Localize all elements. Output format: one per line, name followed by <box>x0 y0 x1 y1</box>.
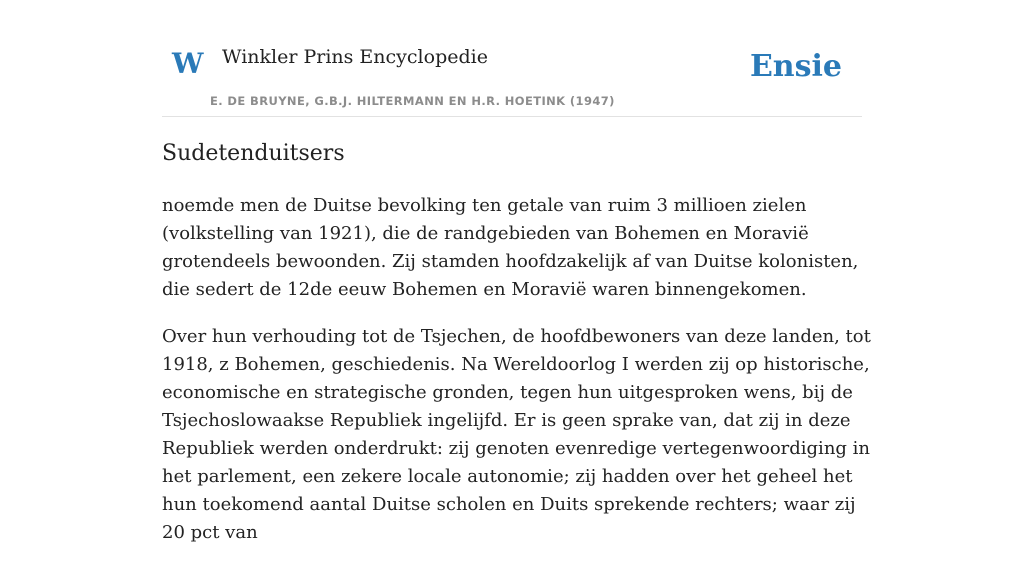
winkler-prins-logo[interactable]: W <box>172 47 204 80</box>
publication-title[interactable]: Winkler Prins Encyclopedie <box>222 46 488 68</box>
entry-title: Sudetenduitsers <box>162 141 345 166</box>
entry-paragraph: Over hun verhouding tot de Tsjechen, de hoofdbewoners van deze landen, tot 1918, z Bohemen, geschiedenis. Na Wereldoorlog I werden zij op historische, economische en strategische gronden, tegen hun uitgesproken wens, bij de Tsjechoslowaakse Republiek ingelijfd. Er is geen sprake van, dat zij in deze Republiek werden onderdrukt: zij genoten evenredige vertegenwoordiging in het parlement, een zekere locale autonomie; zij hadden over het geheel het hun toekomend aantal Duitse scholen en Duits sprekende rechters; waar zij 20 pct van <box>162 326 871 543</box>
publication-authors: E. DE BRUYNE, G.B.J. HILTERMANN EN H.R. HOETINK (1947) <box>210 94 615 108</box>
site-header <box>162 0 862 117</box>
entry-paragraph: noemde men de Duitse bevolking ten getale van ruim 3 millioen zielen (volkstelling van 1921), die de randgebieden van Bohemen en Moravië grotendeels bewoonden. Zij stamden hoofdzakelijk af van Duitse kolonisten, die sedert de 12de eeuw Bohemen en Moravië waren binnengekomen. <box>162 195 859 300</box>
ensie-logo[interactable]: Ensie <box>749 49 842 84</box>
page <box>162 0 871 543</box>
entry-body <box>162 192 882 566</box>
